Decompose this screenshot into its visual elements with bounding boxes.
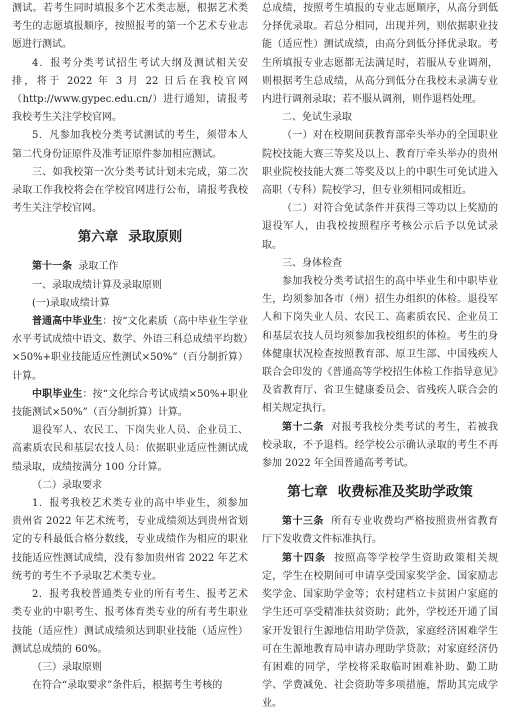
section-heading: 一、录取成绩计算及录取原则 — [32, 279, 162, 291]
paragraph-text: 对报考我校分类考试的考生，若被我校录取，不予退档。经学校公示确认录取的考生不再参加 2022 年全国普通高考考试。 — [262, 421, 498, 470]
paragraph: 5．凡参加我校分类考试测试的考生，须带本人第二代身份证原件及准考证原件参加相应测试。 — [12, 130, 248, 160]
paragraph-vocational — [12, 386, 248, 422]
subsection-heading: （二）录取要求 — [32, 479, 102, 491]
paragraph: 退役军人、农民工、下岗失业人员、企业员工、高素质农民和基层农技人员：依据职业适应性测试成绩录取，成绩按满分 100 分计算。 — [12, 425, 248, 473]
inline-label: 中职毕业生 — [32, 388, 83, 400]
paragraph: （二）对符合免试条件并获得三等功以上奖励的退役军人，由我校按照程序考核公示后予以免试录取。 — [262, 203, 498, 251]
article-label: 第十二条 — [282, 421, 324, 433]
article-14 — [262, 550, 498, 714]
paragraph-text: ：按“文化素质（高中毕业生学业水平考试成绩中语文、数学、外语三科总成绩平均数）×50%+职业技能适应性测试×50%”（百分制折算）计算。 — [12, 316, 248, 382]
chapter-title: 收费标准及奖助学政策 — [337, 484, 473, 501]
section-heading: 三、身体检查 — [282, 257, 342, 269]
subsection-heading: (一)录取成绩计算 — [32, 297, 110, 309]
left-column — [12, 0, 248, 714]
article-label: 第十一条 — [32, 261, 72, 273]
paragraph: 参加我校分类考试招生的高中毕业生和中职毕业生，均须参加各市（州）招生办组织的体检。退役军人和下岗失业人员、农民工、高素质农民、企业员工和基层农技人员均须参加我校组织的体检。考生的身体健康状况检查按照教育部、原卫生部、中国残疾人联合会印发的《普通高等学校招生体检工作指导意见》及省教育厅、省卫生健康委员会、省残疾人联合会的相关规定执行。 — [262, 276, 498, 415]
article-label: 第十三条 — [282, 516, 324, 528]
paragraph: 三、如我校第一次分类考试计划未完成，第二次录取工作我校将会在学校官网进行公布，请报考我校考生关注学校官网。 — [12, 166, 248, 215]
paragraph-general-highschool — [12, 313, 248, 386]
chapter-6-heading — [12, 227, 248, 247]
article-label: 第十四条 — [282, 552, 326, 564]
paragraph: 4．报考分类考试招生考试大纲及测试相关安排，将于 2022 年 3 月 22 日后在我校官网（http://www.gypec.edu.cn/）进行通知，请报考我校考生关注学校官网。 — [12, 57, 248, 124]
article-12 — [262, 419, 498, 474]
paragraph-text: 按照高等学校学生资助政策相关规定，学生在校期间可申请享受国家奖学金、国家励志奖学金、国家助学金等；农村建档立卡贫困户家庭的学生还可享受精准扶贫资助；此外，学校还开通了国家开发银行生源地信用助学贷款，家庭经济困难学生可在生源地教育局申请办理助学贷款；对家庭经济仍有困难的同学，学校将采取临时困难补助、勤工助学、学费减免、社会资助等多项措施，帮助其完成学业。 — [262, 552, 498, 710]
article-title: 录取工作 — [78, 261, 119, 273]
right-column — [262, 0, 498, 714]
chapter-title: 录取原则 — [128, 229, 183, 246]
paragraph: 2．报考我校普通类专业的所有考生、报考艺术类专业的中职考生、报考体育类专业的所有考生职业技能（适应性）测试成绩须达到职业技能（适应性）测试总成绩的 60%。 — [12, 589, 248, 655]
paragraph: （一）对在校期间获教育部牵头举办的全国职业院校技能大赛三等奖及以上、教育厅牵头举办的贵州职业院校技能大赛二等奖及以上的中职生可免试进入高职（专科）院校学习，但专业须相同或相近。 — [262, 130, 498, 197]
article-13 — [262, 513, 498, 549]
chapter-7-heading — [262, 482, 498, 502]
article-11 — [12, 258, 248, 276]
paragraph-text: 所有专业收费均严格按照贵州省教育厅下发收费文件标准执行。 — [262, 516, 498, 546]
paragraph: 总成绩，按照考生填报的专业志愿顺序，从高分到低分择优录取。若总分相同，出现并列，则依据职业技能（适应性）测试成绩，由高分到低分择优录取。考生所填报专业志愿都无法满足时，若服从专业调剂，则根据考生总成绩，从高分到低分在我校未录满专业内进行调剂录取；若不服从调剂，则作退档处理。 — [262, 3, 498, 106]
chapter-number: 第六章 — [77, 229, 119, 246]
paragraph: 测试。若考生同时填报多个艺术类志愿，根据艺术类考生的志愿填报顺序，按照报考的第一个艺术专业志愿进行测试。 — [12, 3, 248, 51]
subsection-heading: （三）录取原则 — [32, 661, 102, 673]
chapter-number: 第七章 — [287, 484, 328, 501]
paragraph-text: ：按“文化综合考试成绩×50%+职业技能测试×50%”（百分制折算）计算。 — [12, 388, 248, 419]
inline-label: 普通高中毕业生 — [32, 316, 103, 328]
paragraph: 1．报考我校艺术类专业的高中毕业生，须参加贵州省 2022 年艺术统考，专业成绩须达到贵州省划定的专科最低合格分数线，专业成绩作为相应的职业技能适应性测试成绩，没有参加贵州省 2022 年艺术统考的考生不予录取艺术类专业。 — [12, 498, 248, 582]
paragraph: 在符合“录取要求”条件后，根据考生考核的 — [32, 680, 223, 692]
section-heading: 二、免试生录取 — [282, 112, 352, 124]
